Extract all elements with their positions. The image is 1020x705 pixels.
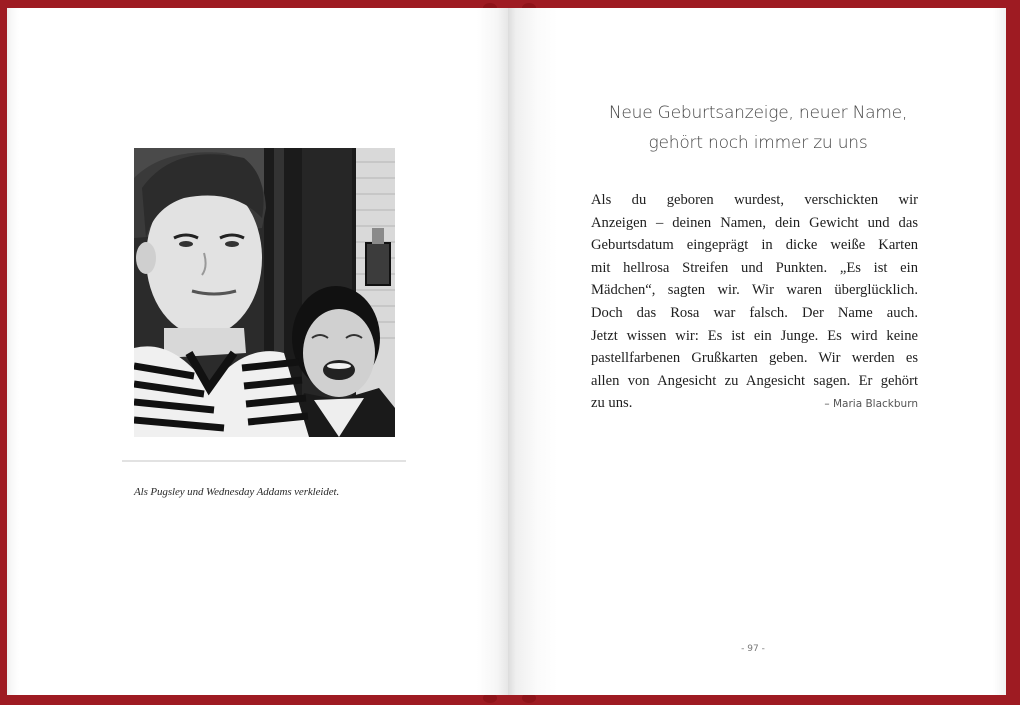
photo: [134, 148, 395, 437]
body-line: Als du geboren wurdest, verschickten wir: [591, 192, 918, 208]
body-line: Doch das Rosa war falsch. Der Name auch.: [591, 304, 918, 321]
photo-image: [134, 148, 395, 437]
body-line: Mädchen“, sagten wir. Wir waren überglücklich.: [591, 282, 918, 299]
poem-body: [591, 189, 918, 415]
page-number: - 97 -: [741, 644, 765, 654]
left-page: [7, 8, 508, 695]
poem-title-line: Neue Geburtsanzeige, neuer Name,: [608, 103, 908, 123]
body-line: Geburtsdatum eingeprägt in dicke weiße Karten: [591, 237, 918, 254]
poem-title: [548, 98, 968, 158]
author-attribution: – Maria Blackburn: [824, 398, 918, 411]
body-line: pastellfarbenen Grußkarten geben. Wir werden es: [591, 350, 918, 367]
poem-title-line: gehört noch immer zu uns: [648, 133, 868, 153]
body-line: mit hellrosa Streifen und Punkten. „Es ist ein: [591, 259, 918, 276]
photo-caption: Als Pugsley und Wednesday Addams verkleidet.: [134, 486, 340, 498]
body-line-last: [591, 392, 918, 415]
body-line-final-text: zu uns.: [591, 395, 633, 412]
caption-divider: [122, 460, 406, 462]
right-page: [508, 8, 1006, 695]
body-line: Jetzt wissen wir: Es ist ein Junge. Es wird keine: [591, 327, 918, 344]
body-line: Anzeigen – deinen Namen, dein Gewicht und das: [591, 214, 918, 231]
body-line: allen von Angesicht zu Angesicht sagen. Er gehört: [591, 372, 918, 389]
